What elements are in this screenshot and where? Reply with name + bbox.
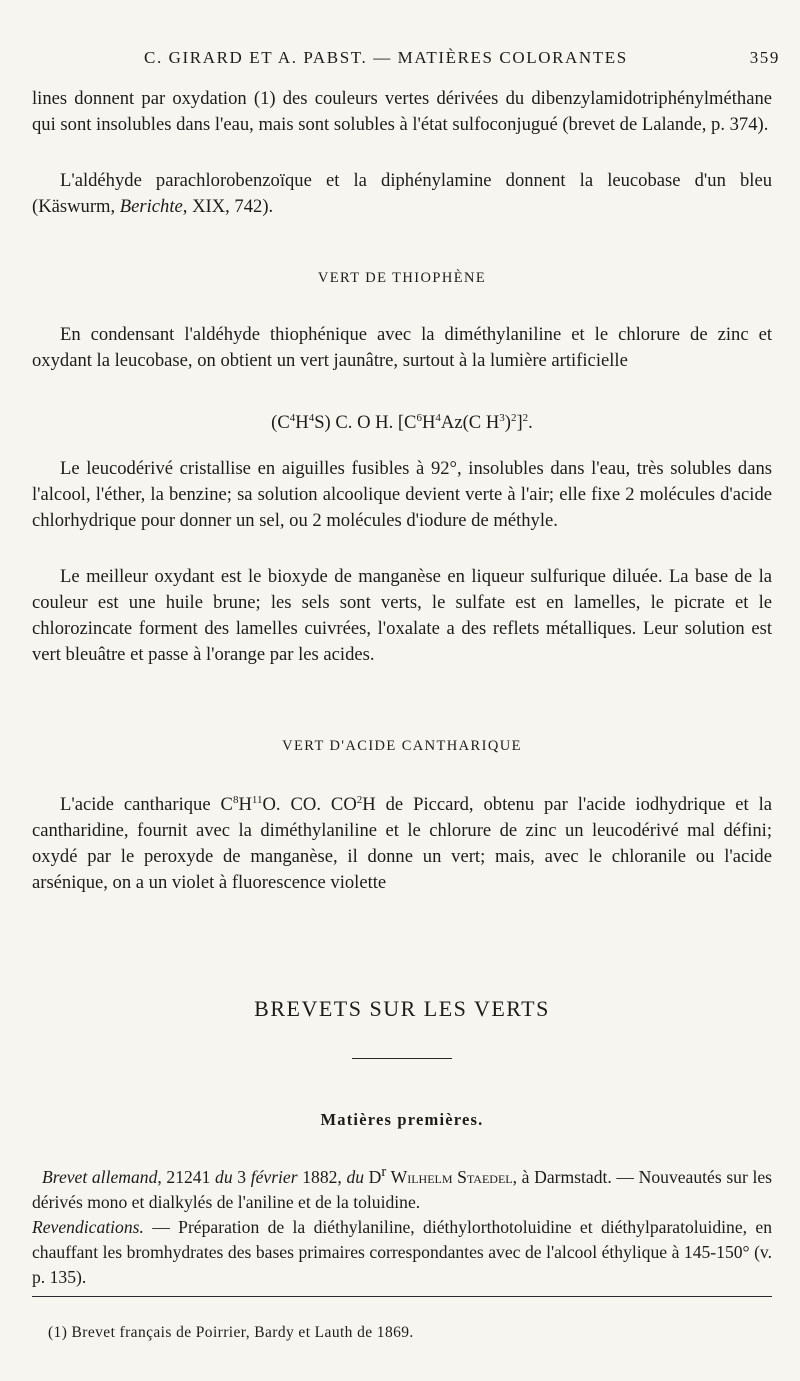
claims-text: — Préparation de la diéthylaniline, diéthylorthotoluidine et diéthylparatoluidine, en chauffant les bromhydrates des bases primaires correspondantes avec de l'alcool éthylique à 145-150° (v. p. 135).	[32, 1216, 772, 1287]
journal-title: Berichte	[119, 196, 183, 217]
patent-sup: r	[381, 1164, 387, 1180]
patent-date: 3	[232, 1166, 251, 1187]
formula-part: (C	[271, 412, 290, 433]
cantharique-text: O. CO. CO	[262, 794, 357, 815]
formula-sup: 2	[522, 411, 529, 424]
formula-part: )	[504, 412, 511, 433]
section-title-brevets: BREVETS SUR LES VERTS	[254, 996, 550, 1021]
formula-sup: 4	[308, 411, 315, 424]
claims-label: Revendications.	[32, 1216, 144, 1237]
formula-sup: 4	[435, 411, 441, 424]
patent-entry	[32, 1160, 772, 1290]
patent-text: du	[346, 1166, 365, 1187]
footnote-text: Brevet français de Poirrier, Bardy et Lauth de 1869.	[67, 1324, 414, 1341]
intro-text-start: L'aldéhyde parachlorobenzoïque et la diphénylamine donnent la leucobase d'un bleu (Käswurm,	[32, 170, 772, 217]
formula-sup: 3	[499, 411, 505, 424]
subsection-heading: Matières premières.	[320, 1110, 484, 1129]
thiophene-paragraph-1: En condensant l'aldéhyde thiophénique avec la diméthylaniline et le chlorure de zinc et oxydant la leucobase, on obtient un vert jaunâtre, surtout à la lumière artificielle	[32, 324, 772, 371]
patent-inventor: Wilhelm Staedel	[386, 1166, 513, 1187]
formula-sup: 6	[416, 411, 422, 424]
formula-sup: 4	[289, 411, 296, 424]
patent-year: 1882,	[297, 1166, 347, 1187]
intro-text-end: , XIX, 742).	[182, 196, 274, 217]
thiophene-paragraph-2: Le leucodérivé cristallise en aiguilles fusibles à 92°, insolubles dans l'eau, très solubles dans l'alcool, l'éther, la benzine; sa solution alcoolique devient verte à l'air; elle fixe 2 molécules d'acide chlorhydrique pour donner un sel, ou 2 molécules d'iodure de méthyle.	[32, 458, 772, 531]
patent-text: du	[215, 1166, 233, 1187]
section-heading-thiophene: VERT DE THIOPHÈNE	[317, 270, 487, 286]
patent-description: , à Darmstadt. — Nouveautés sur les dérivés mono et dialkylés de l'aniline et de la toluidine.	[32, 1166, 773, 1212]
section-heading-cantharique: VERT D'ACIDE CANTHARIQUE	[282, 738, 522, 754]
running-header	[32, 48, 780, 70]
formula-part: ]	[516, 412, 523, 433]
chemical-formula	[32, 412, 772, 434]
formula-part: H	[295, 412, 309, 433]
intro-paragraph-1: lines donnent par oxydation (1) des couleurs vertes dérivées du dibenzylamidotriphénylméthane qui sont insolubles dans l'eau, mais sont solubles à l'état sulfoconjugué (brevet de Lalande, p. 374).	[32, 88, 772, 135]
footnote	[48, 1324, 768, 1342]
formula-sup: 8	[232, 793, 239, 806]
footnote-marker: (1)	[48, 1324, 68, 1341]
formula-part: Az(C H	[440, 412, 500, 433]
running-title: C. GIRARD ET A. PABST. — MATIÈRES COLORANTES	[144, 48, 628, 67]
formula-sup: 2	[510, 411, 517, 424]
patent-text: D	[364, 1166, 382, 1187]
formula-part: .	[528, 412, 533, 433]
document-page	[32, 0, 780, 1381]
formula-sup: 11	[251, 793, 263, 806]
cantharique-paragraph	[32, 792, 772, 896]
page-number: 359	[749, 48, 780, 67]
patent-type: Brevet allemand	[42, 1166, 158, 1187]
footnote-divider	[32, 1296, 772, 1297]
formula-sup: 2	[356, 793, 363, 806]
patent-month: février	[250, 1166, 298, 1187]
intro-paragraph-2	[32, 168, 772, 220]
cantharique-text: L'acide cantharique C	[60, 794, 233, 815]
formula-part: H	[421, 412, 436, 433]
thiophene-paragraph-3: Le meilleur oxydant est le bioxyde de manganèse en liqueur sulfurique diluée. La base de la couleur est une huile brune; les sels sont verts, le sulfate est en lamelles, le picrate et le chlorozincate forment des lamelles cuivrées, l'oxalate a des reflets métalliques. Leur solution est vert bleuâtre et passe à l'orange par les acides.	[32, 566, 772, 665]
cantharique-text: H de Piccard, obtenu par l'acide iodhydrique et la cantharidine, fournit avec la diméthylaniline et le chlorure de zinc un leucodérivé mal défini; oxydé par le peroxyde de manganèse, il donne un vert; mais, avec le chloranile ou l'acide arsénique, on a un violet à fluorescence violette	[32, 794, 772, 893]
cantharique-text: H	[238, 794, 252, 815]
patent-number: , 21241	[157, 1166, 216, 1187]
formula-part: S) C. O H. [C	[314, 412, 417, 433]
section-divider	[352, 1058, 452, 1059]
